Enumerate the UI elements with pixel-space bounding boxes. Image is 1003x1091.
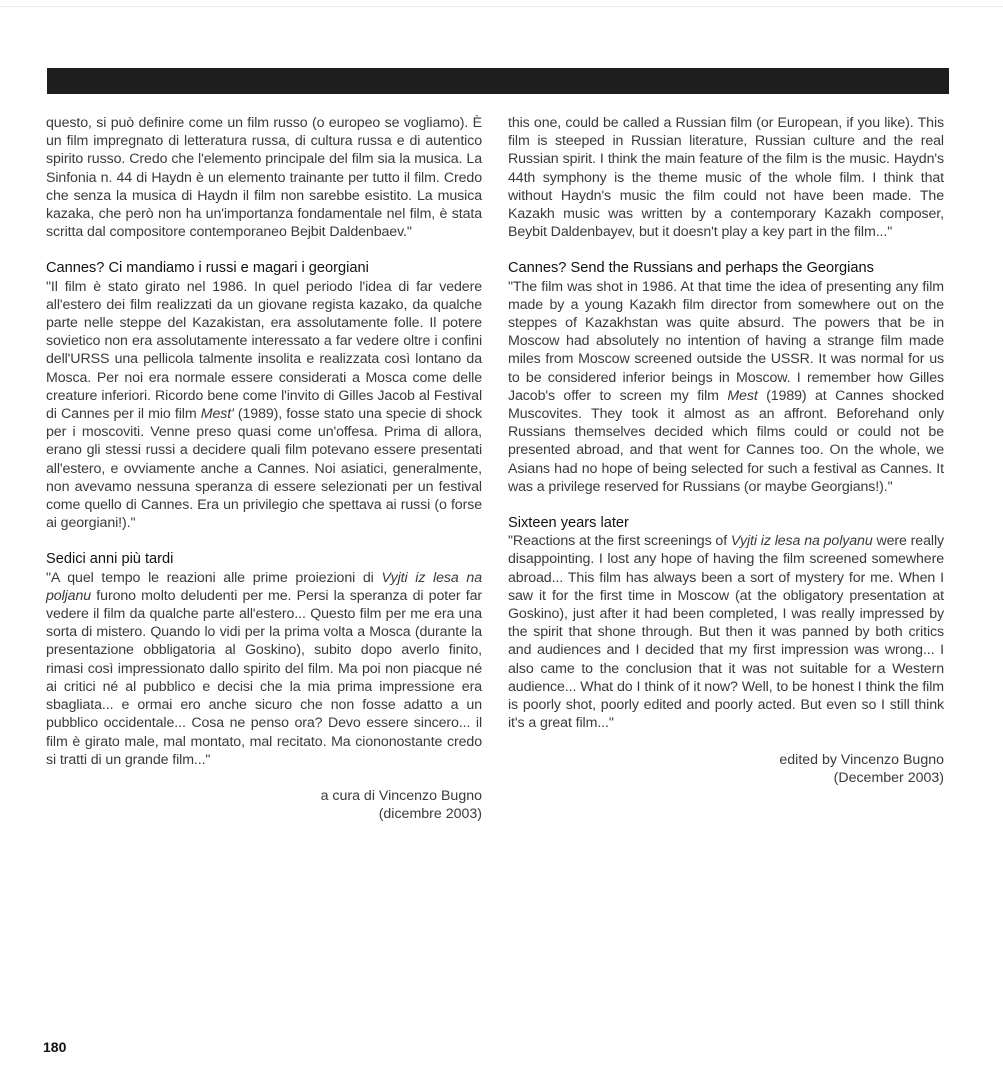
english-section2-paragraph bbox=[508, 532, 944, 732]
italian-credit bbox=[46, 787, 482, 823]
top-divider bbox=[0, 6, 1003, 7]
italian-intro-paragraph: questo, si può definire come un film russo (o europeo se vogliamo). È un film impregnato di letteratura russa, di cultura russa e di autentico spirito russo. Credo che l'elemento principale del film sia la musica. La Sinfonia n. 44 di Haydn è un elemento trainante per tutto il film. Credo che senza la musica di Haydn il film non sarebbe esistito. La musica kazaka, che però non ha un'importanza fondamentale nel film, è stata scritta dal compositore contemporaneo Bejbit Daldenbaev." bbox=[46, 115, 482, 241]
italian-section1-heading: Cannes? Ci mandiamo i russi e magari i georgiani bbox=[46, 260, 369, 277]
english-intro-paragraph: this one, could be called a Russian film (or European, if you like). This film is steeped in Russian literature, Russian culture and the real Russian spirit. I think the main feature of the film is the music. Haydn's 44th symphony is the theme music of the whole film. I think that without Haydn's music the film could not have been made. The Kazakh music was written by a contemporary Kazakh composer, Beybit Daldenbayev, but it doesn't play a key part in the film..." bbox=[508, 115, 944, 241]
italian-credit-date: (dicembre 2003) bbox=[378, 806, 482, 823]
english-section1-text-after: (1989) at Cannes shocked Muscovites. They took it almost as an affront. Beforehand only Russians themselves decided which films could or could not be presented abroad, and that went for Cannes too. On the whole, we Asians had no hope of being selected for such a festival as Cannes. It was a privilege reserved for Russians (or maybe Georgians!)." bbox=[508, 387, 944, 495]
italian-section2-text-after: furono molto deludenti per me. Persi la speranza di poter far vedere il film da qualche parte all'estero... Questo film per me era una sorta di mistero. Quando lo vidi per la prima volta a Mosca (durante la presentazione obbligatoria al Goskino), subito dopo averlo finito, rimasi così impressionato dallo spirito del film. Ma poi non piacque né ai critici né al pubblico e decisi che la mia prima impressione era sbagliata... e ormai ero anche sicuro che non fosse adatto a un pubblico occidentale... Cosa ne penso ora? Devo essere sincero... il film è girato male, mal montato, mal recitato. Ma ciononostante credo si tratti di un grande film..." bbox=[46, 587, 482, 768]
italian-section1-film-title: Mest' bbox=[200, 406, 234, 423]
italian-section1-paragraph bbox=[46, 278, 482, 533]
italian-section1-text-after: (1989), fosse stato una specie di shock per i moscoviti. Venne preso quasi come un'offesa. Prima di allora, erano gli stessi russi a decidere quali film potevano essere presentati all'estero, e ovviamente anche a Cannes. Noi asiatici, generalmente, non avevamo nessuna speranza di essere selezionati per un festival come quello di Cannes. Era un privilegio che spettava ai russi (o forse ai georgiani!)." bbox=[46, 406, 483, 532]
english-section1-heading: Cannes? Send the Russians and perhaps the Georgians bbox=[508, 260, 874, 277]
english-column bbox=[508, 114, 944, 787]
italian-column bbox=[46, 114, 482, 823]
header-band bbox=[47, 68, 949, 94]
english-section1-film-title: Mest bbox=[727, 387, 758, 404]
english-section2-text-before: "Reactions at the first screenings of bbox=[508, 533, 731, 550]
page-number: 180 bbox=[43, 1039, 67, 1055]
english-section2-film-title: Vyjti iz lesa na polyanu bbox=[730, 533, 873, 550]
english-section2-heading: Sixteen years later bbox=[508, 515, 629, 532]
english-section1-paragraph bbox=[508, 278, 944, 496]
italian-section2-film-title: Vyjti iz lesa na poljanu bbox=[46, 569, 483, 604]
italian-credit-editor: a cura di Vincenzo Bugno bbox=[320, 787, 482, 804]
english-section1-text-before: "The film was shot in 1986. At that time the idea of presenting any film made by a young Kazakh film director from somewhere out on the steppes of Kazakhstan was quite absurd. The powers that be in Moscow had absolutely no intention of having a strange film made miles from Moscow screened outside the USSR. It was normal for us to be considered inferior beings in Moscow. I remember how Gilles Jacob's offer to screen my film bbox=[508, 278, 944, 404]
italian-section2-heading: Sedici anni più tardi bbox=[46, 551, 174, 568]
english-section2-text-after: were really disappointing. I lost any hope of having the film screened somewhere abroad... This film has always been a sort of mystery for me. When I saw it for the first time in Moscow (at the obligatory presentation at Goskino), just after it had been completed, I was really impressed by the spirit that shone through. But then it was panned by both critics and audiences and I decided that my first impression was wrong... I also came to the conclusion that it was not suitable for a Western audience... What do I think of it now? Well, to be honest I think the film is poorly shot, poorly edited and poorly acted. But even so I still think it's a great film..." bbox=[508, 533, 944, 732]
english-credit-editor: edited by Vincenzo Bugno bbox=[779, 751, 944, 768]
english-credit bbox=[508, 751, 944, 787]
italian-section1-text-before: "Il film è stato girato nel 1986. In quel periodo l'idea di far vedere all'estero dei film realizzati da un giovane regista kazako, da qualche parte nelle steppe del Kazakistan, era assolutamente folle. Il potere sovietico non era assolutamente interessato a far vedere oltre i confini dell'URSS una pellicola talmente insolita e realizzata così lontano da Mosca. Per noi era normale essere considerati a Mosca come delle creature inferiori. Ricordo bene come l'invito di Gilles Jacob al Festival di Cannes per il mio film bbox=[46, 278, 482, 423]
italian-section2-text-before: "A quel tempo le reazioni alle prime proiezioni di bbox=[46, 569, 382, 586]
italian-section2-paragraph bbox=[46, 569, 482, 769]
english-credit-date: (December 2003) bbox=[833, 769, 944, 786]
